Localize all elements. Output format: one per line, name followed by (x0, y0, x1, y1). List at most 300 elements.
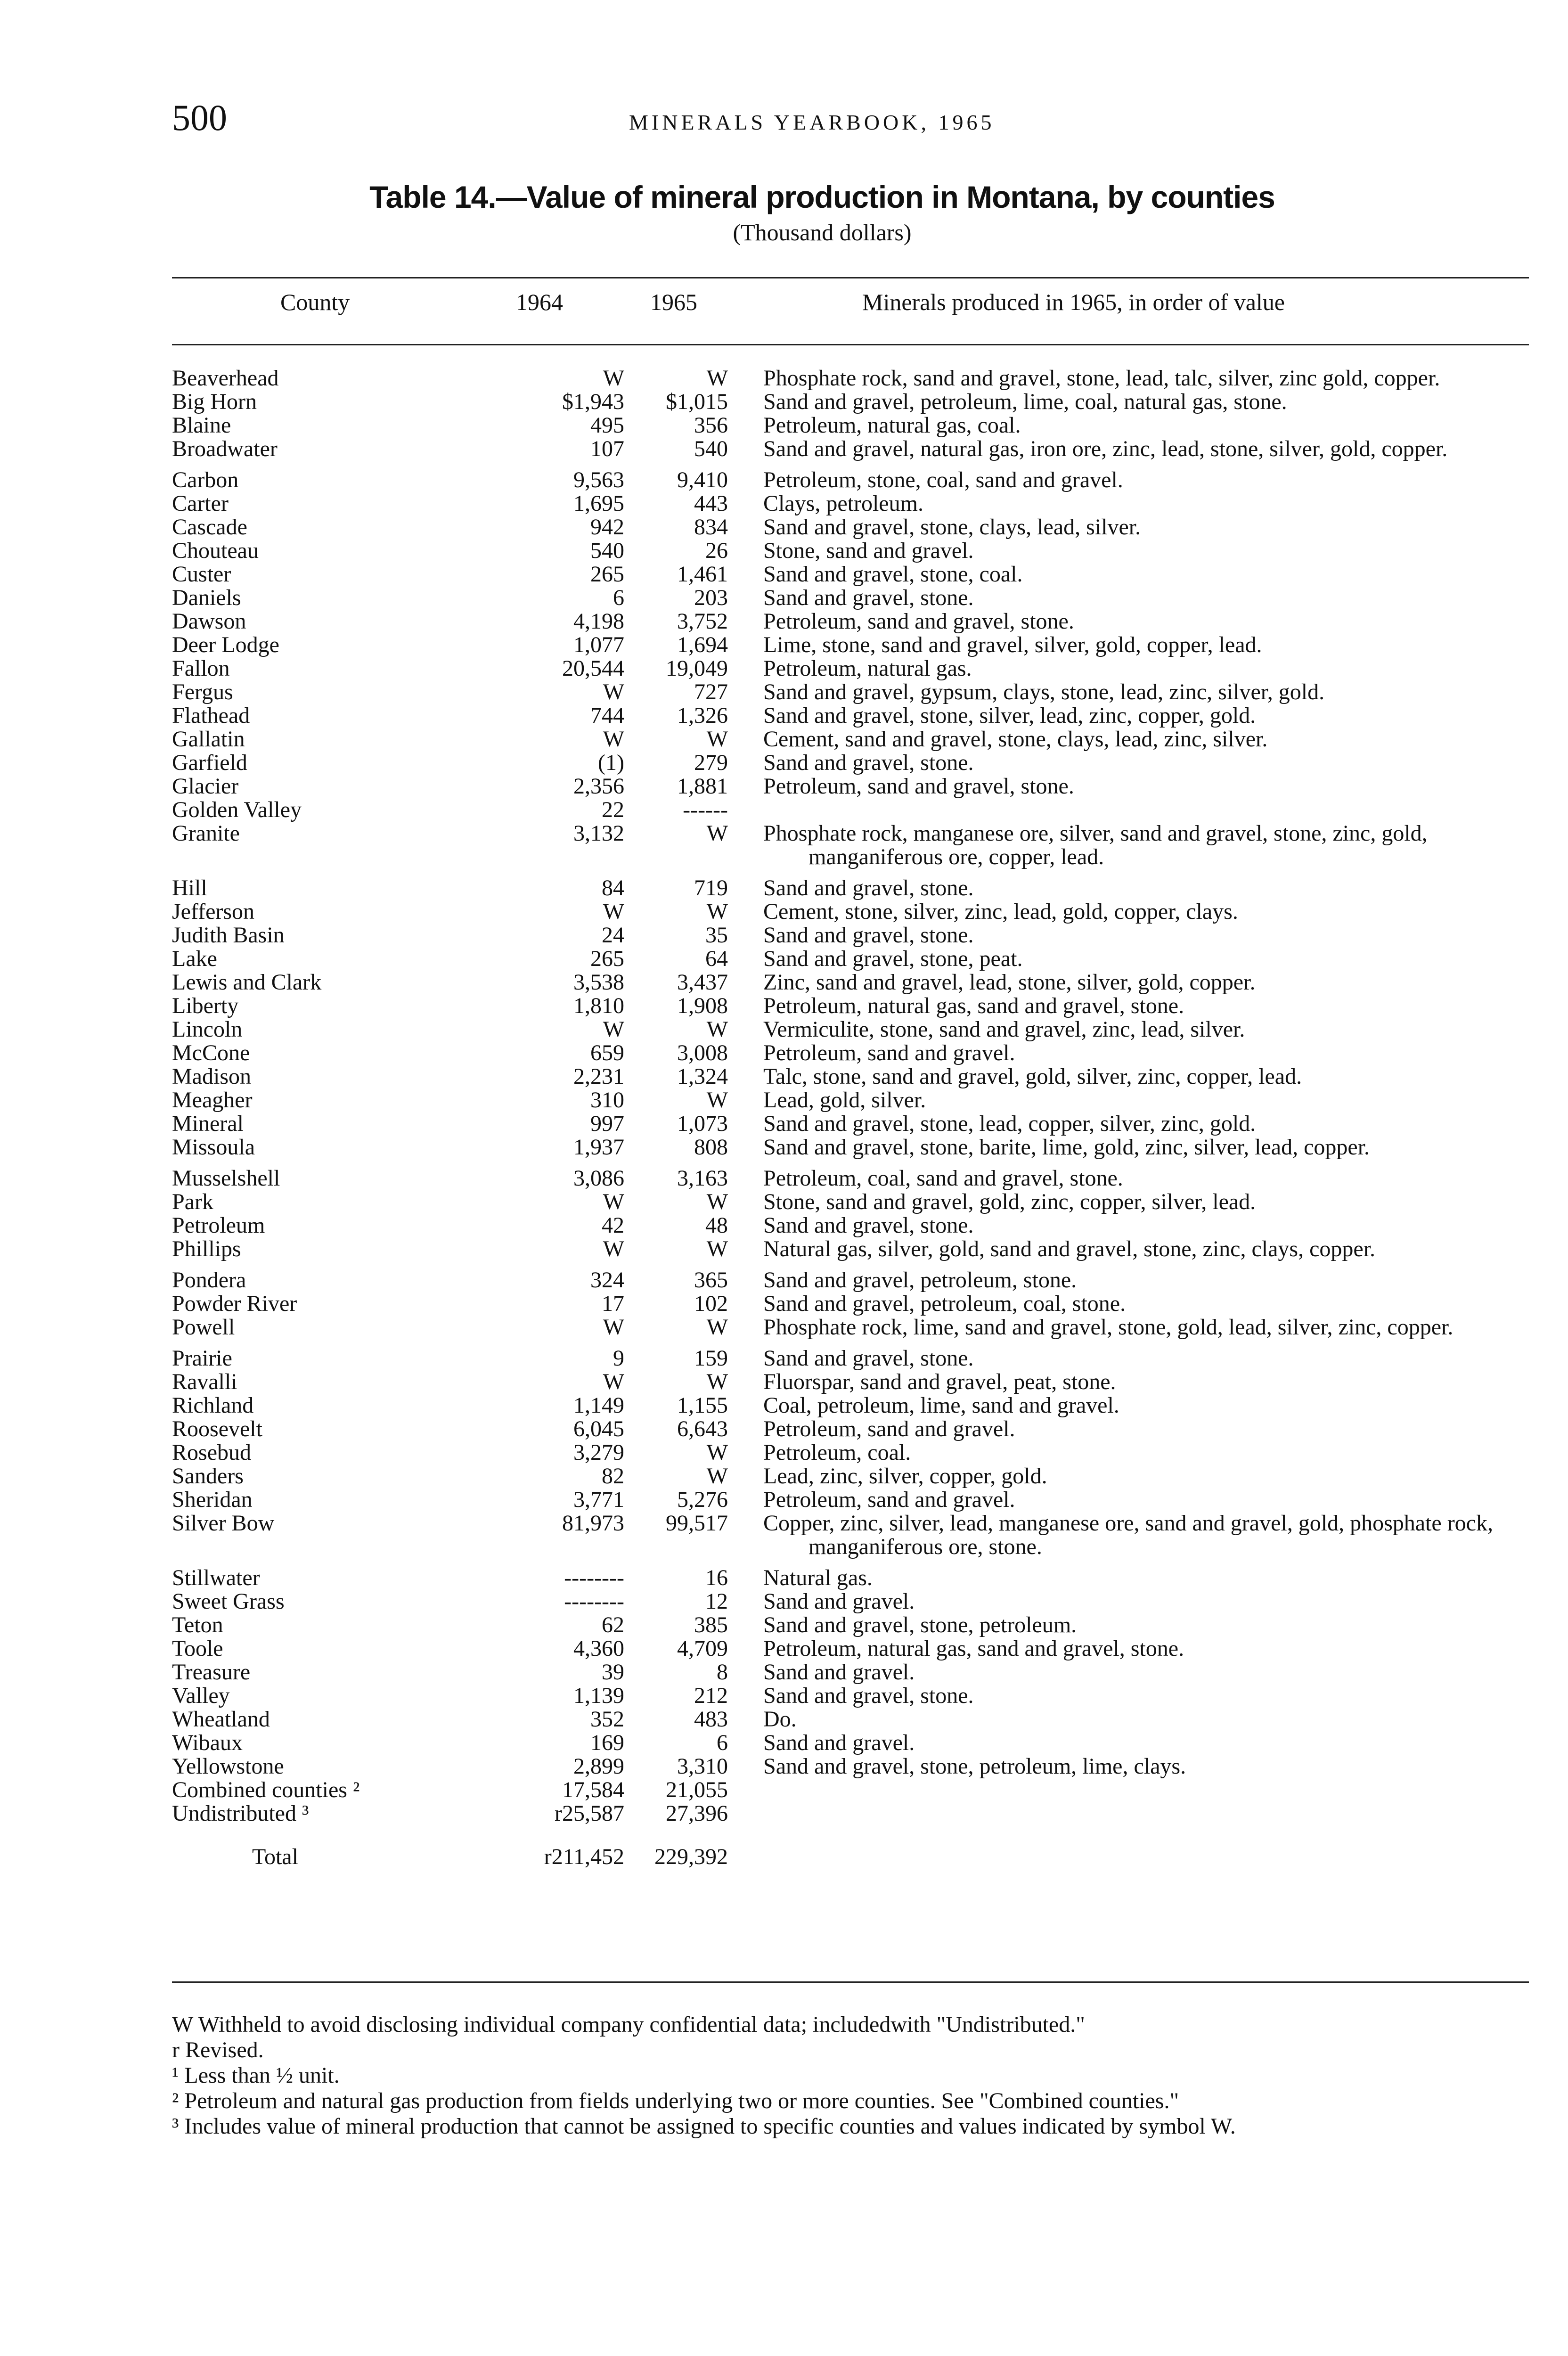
minerals-produced: Lead, zinc, silver, copper, gold. (763, 1464, 1047, 1489)
table-row (172, 1441, 1529, 1464)
value-1964: 22 (602, 797, 624, 822)
value-1964: 310 (590, 1088, 624, 1113)
county-cell (172, 1088, 474, 1112)
county-cell (172, 1018, 474, 1041)
county-name: Stillwater (172, 1566, 262, 1590)
table-row (172, 1190, 1529, 1214)
minerals-produced: Sand and gravel, stone. (763, 1346, 974, 1371)
county-name: Sheridan (172, 1488, 254, 1512)
county-name: Chouteau (172, 539, 261, 563)
county-name: Undistributed ³ (172, 1802, 310, 1825)
value-1964: 4,360 (573, 1636, 624, 1661)
value-1965: 4,709 (677, 1636, 728, 1661)
table-row (172, 1755, 1529, 1778)
table-row (172, 900, 1529, 924)
value-1965: 27,396 (666, 1801, 728, 1826)
county-name: Sweet Grass (172, 1590, 286, 1613)
value-1965: 21,055 (666, 1777, 728, 1802)
minerals-produced: Sand and gravel, stone, petroleum, lime, clays. (763, 1754, 1186, 1779)
value-1965: 1,326 (677, 703, 728, 728)
table-row (172, 728, 1529, 751)
table-row (172, 876, 1529, 900)
county-name: Phillips (172, 1237, 243, 1261)
value-1965: 159 (694, 1346, 728, 1371)
county-name: Musselshell (172, 1167, 282, 1190)
value-1964: 2,231 (573, 1064, 624, 1089)
county-cell (172, 1708, 474, 1731)
county-cell (172, 1590, 474, 1613)
minerals-produced: Lime, stone, sand and gravel, silver, gold, copper, lead. (763, 632, 1262, 657)
minerals-produced: Phosphate rock, sand and gravel, stone, lead, talc, silver, zinc gold, copper. (763, 366, 1440, 391)
minerals-produced: Petroleum, sand and gravel. (763, 1040, 1015, 1065)
minerals-produced: Petroleum, sand and gravel, stone. (763, 774, 1074, 799)
minerals-produced: Sand and gravel. (763, 1660, 915, 1685)
table-row (172, 1018, 1529, 1041)
minerals-produced: Zinc, sand and gravel, lead, stone, silver, gold, copper. (763, 970, 1256, 995)
value-1965: W (706, 1236, 728, 1261)
county-name: Hill (172, 876, 209, 900)
value-1965: 1,324 (677, 1064, 728, 1089)
footnotes (172, 2012, 1491, 2139)
value-1964: 17 (602, 1291, 624, 1316)
table-row (172, 1637, 1529, 1661)
county-cell (172, 1041, 474, 1065)
county-name: Lake (172, 947, 219, 971)
value-1965: 12 (705, 1589, 728, 1614)
minerals-produced: Sand and gravel, stone. (763, 923, 974, 948)
value-1964: 1,077 (573, 632, 624, 657)
county-name: Jefferson (172, 900, 256, 924)
minerals-produced: Do. (763, 1707, 797, 1732)
table-row (172, 1613, 1529, 1637)
value-1964: 39 (602, 1660, 624, 1685)
minerals-produced: Stone, sand and gravel, gold, zinc, copper, silver, lead. (763, 1189, 1256, 1214)
table-row (172, 822, 1529, 869)
minerals-produced: Sand and gravel, stone, clays, lead, silver. (763, 515, 1141, 540)
county-cell (172, 1441, 474, 1464)
table-row (172, 775, 1529, 798)
county-cell (172, 515, 474, 539)
county-cell (172, 1190, 474, 1214)
table-row (172, 1136, 1529, 1159)
value-1965: W (706, 1369, 728, 1394)
minerals-produced: Sand and gravel, stone, lead, copper, silver, zinc, gold. (763, 1111, 1256, 1136)
total-label: Total (252, 1845, 300, 1869)
county-cell (172, 1268, 474, 1292)
value-1965: 3,310 (677, 1754, 728, 1779)
county-cell (172, 1370, 474, 1394)
value-1964: 24 (602, 923, 624, 948)
minerals-produced: Petroleum, natural gas. (763, 656, 972, 681)
table-row (172, 539, 1529, 563)
county-name: Missoula (172, 1136, 257, 1159)
value-1965: 64 (705, 946, 728, 971)
county-name: Lincoln (172, 1018, 244, 1041)
table-row (172, 657, 1529, 680)
table-row (172, 586, 1529, 610)
county-name: Carter (172, 492, 230, 515)
county-name: Mineral (172, 1112, 245, 1136)
value-1965: 8 (717, 1660, 728, 1685)
table-row (172, 515, 1529, 539)
value-1965: W (706, 1464, 728, 1489)
county-name: Big Horn (172, 390, 259, 414)
value-1965: 3,163 (677, 1166, 728, 1191)
table-row (172, 1417, 1529, 1441)
county-cell (172, 900, 474, 924)
county-cell (172, 1065, 474, 1088)
table-row (172, 1731, 1529, 1755)
value-1965: 19,049 (666, 656, 728, 681)
minerals-produced (763, 798, 1529, 822)
county-cell (172, 924, 474, 947)
table-row (172, 390, 1529, 414)
table-row (172, 1708, 1529, 1731)
county-cell (172, 468, 474, 492)
county-cell (172, 610, 474, 633)
minerals-produced: Copper, zinc, silver, lead, manganese ore, sand and gravel, gold, phosphate rock, manganiferous ore, stone. (763, 1511, 1493, 1559)
minerals-produced: Sand and gravel. (763, 1730, 915, 1755)
table-row (172, 1590, 1529, 1613)
county-cell (172, 1755, 474, 1778)
county-name: Valley (172, 1684, 232, 1708)
county-name: McCone (172, 1041, 252, 1065)
value-1964: 42 (602, 1213, 624, 1238)
value-1964: W (603, 679, 624, 704)
value-1964: 265 (590, 946, 624, 971)
county-cell (172, 1512, 474, 1535)
minerals-produced: Petroleum, coal. (763, 1440, 911, 1465)
value-1964: 20,544 (562, 656, 624, 681)
county-cell (172, 414, 474, 437)
county-name: Dawson (172, 610, 248, 633)
value-1965: 279 (694, 750, 728, 775)
county-name: Cascade (172, 515, 249, 539)
value-1964: 82 (602, 1464, 624, 1489)
value-1965: 1,881 (677, 774, 728, 799)
county-cell (172, 1417, 474, 1441)
minerals-produced: Sand and gravel, natural gas, iron ore, zinc, lead, stone, silver, gold, copper. (763, 436, 1448, 461)
value-1965: 16 (705, 1565, 728, 1590)
county-name: Meagher (172, 1088, 254, 1112)
table-row (172, 633, 1529, 657)
table-bottom-rule (172, 1981, 1529, 1983)
value-1964: W (603, 1369, 624, 1394)
value-1964: 1,937 (573, 1135, 624, 1160)
county-name: Teton (172, 1613, 225, 1637)
county-name: Richland (172, 1394, 255, 1417)
total-minerals-blank (763, 1845, 1529, 1869)
county-cell (172, 1464, 474, 1488)
table-row (172, 563, 1529, 586)
county-cell (172, 1136, 474, 1159)
county-cell (172, 1684, 474, 1708)
value-1964: 62 (602, 1612, 624, 1637)
minerals-produced: Lead, gold, silver. (763, 1088, 926, 1113)
minerals-produced: Sand and gravel, stone. (763, 585, 974, 610)
value-1965: 1,461 (677, 562, 728, 587)
value-1964: 942 (590, 515, 624, 540)
total-label-cell (172, 1845, 474, 1869)
minerals-produced: Sand and gravel, stone, peat. (763, 946, 1023, 971)
value-1964: 540 (590, 538, 624, 563)
value-1965: ------ (683, 797, 728, 822)
minerals-produced: Phosphate rock, manganese ore, silver, sand and gravel, stone, zinc, gold, manganiferous ore, copper, lead. (763, 821, 1428, 869)
table-row (172, 492, 1529, 515)
county-cell (172, 1167, 474, 1190)
table-row (172, 414, 1529, 437)
value-1964: 3,771 (573, 1487, 624, 1512)
footnote: ³ Includes value of mineral production that cannot be assigned to specific counties and values indicated by symbol W. (172, 2114, 1236, 2139)
table-row (172, 1167, 1529, 1190)
county-cell (172, 1637, 474, 1661)
value-1964: 3,279 (573, 1440, 624, 1465)
value-1965: 99,517 (666, 1511, 728, 1536)
table-body (172, 367, 1529, 1869)
table-title: Table 14.—Value of mineral production in Montana, by counties (369, 180, 1275, 214)
value-1965: 3,752 (677, 609, 728, 634)
county-name: Petroleum (172, 1214, 267, 1237)
county-cell (172, 586, 474, 610)
minerals-produced: Sand and gravel, petroleum, stone. (763, 1268, 1077, 1293)
minerals-produced: Cement, sand and gravel, stone, clays, lead, zinc, silver. (763, 727, 1268, 752)
county-name: Flathead (172, 704, 252, 728)
value-1965: 35 (705, 923, 728, 948)
running-head (172, 97, 1491, 139)
table-row (172, 468, 1529, 492)
value-1965: 3,008 (677, 1040, 728, 1065)
value-1965: 365 (694, 1268, 728, 1293)
page-number: 500 (172, 97, 227, 138)
county-name: Fallon (172, 657, 232, 680)
county-cell (172, 390, 474, 414)
table-row (172, 367, 1529, 390)
value-1964: 169 (590, 1730, 624, 1755)
county-cell (172, 1566, 474, 1590)
county-name: Lewis and Clark (172, 971, 323, 994)
minerals-produced: Natural gas. (763, 1565, 873, 1590)
value-1965: 483 (694, 1707, 728, 1732)
table-row (172, 971, 1529, 994)
county-cell (172, 1214, 474, 1237)
value-1964: -------- (564, 1589, 624, 1614)
running-title: MINERALS YEARBOOK, 1965 (629, 110, 995, 134)
table-row (172, 1088, 1529, 1112)
county-name: Ravalli (172, 1370, 239, 1394)
total-1964: r211,452 (544, 1844, 624, 1869)
county-cell (172, 1394, 474, 1417)
table-row (172, 1065, 1529, 1088)
county-name: Pondera (172, 1268, 248, 1292)
value-1964: 2,899 (573, 1754, 624, 1779)
county-name: Deer Lodge (172, 633, 281, 657)
minerals-produced: Cement, stone, silver, zinc, lead, gold, copper, clays. (763, 899, 1238, 924)
table-row (172, 437, 1529, 461)
county-name: Prairie (172, 1347, 234, 1370)
minerals-produced: Vermiculite, stone, sand and gravel, zinc, lead, silver. (763, 1017, 1245, 1042)
table-row (172, 1394, 1529, 1417)
value-1965: W (706, 821, 728, 846)
county-name: Fergus (172, 680, 235, 704)
county-cell (172, 1661, 474, 1684)
value-1964: $1,943 (562, 389, 624, 414)
table-row (172, 994, 1529, 1018)
county-name: Custer (172, 563, 233, 586)
header-minerals: Minerals produced in 1965, in order of value (862, 289, 1285, 315)
value-1965: 6 (717, 1730, 728, 1755)
table-row (172, 1316, 1529, 1339)
minerals-produced: Sand and gravel, stone. (763, 1213, 974, 1238)
table-row (172, 704, 1529, 728)
county-cell (172, 1237, 474, 1261)
county-name: Judith Basin (172, 924, 286, 947)
minerals-produced: Sand and gravel, stone. (763, 1683, 974, 1708)
value-1964: 9 (613, 1346, 624, 1371)
county-cell (172, 994, 474, 1018)
value-1964: W (603, 1189, 624, 1214)
value-1964: 107 (590, 436, 624, 461)
value-1964: 2,356 (573, 774, 624, 799)
value-1964: 744 (590, 703, 624, 728)
county-name: Golden Valley (172, 798, 303, 822)
minerals-produced: Petroleum, natural gas, sand and gravel, stone. (763, 993, 1184, 1018)
county-cell (172, 971, 474, 994)
minerals-produced: Petroleum, natural gas, sand and gravel, stone. (763, 1636, 1184, 1661)
value-1965: $1,015 (666, 389, 728, 414)
county-name: Sanders (172, 1464, 245, 1488)
value-1965: 540 (694, 436, 728, 461)
table-row (172, 680, 1529, 704)
minerals-produced: Sand and gravel, petroleum, coal, stone. (763, 1291, 1126, 1316)
minerals-produced: Sand and gravel. (763, 1589, 915, 1614)
minerals-produced: Stone, sand and gravel. (763, 538, 974, 563)
value-1964: W (603, 1315, 624, 1340)
value-1964: W (603, 1236, 624, 1261)
table-row (172, 1237, 1529, 1261)
table-row (172, 1566, 1529, 1590)
minerals-produced: Natural gas, silver, gold, sand and gravel, stone, zinc, clays, copper. (763, 1236, 1376, 1261)
county-name: Broadwater (172, 437, 279, 461)
table-row (172, 1464, 1529, 1488)
minerals-produced: Clays, petroleum. (763, 491, 923, 516)
table-header (172, 288, 1529, 326)
county-cell (172, 751, 474, 775)
minerals-produced: Phosphate rock, lime, sand and gravel, stone, gold, lead, silver, zinc, copper. (763, 1315, 1454, 1340)
value-1965: 356 (694, 413, 728, 438)
table-row (172, 1268, 1529, 1292)
table-row (172, 751, 1529, 775)
minerals-produced: Coal, petroleum, lime, sand and gravel. (763, 1393, 1119, 1418)
county-cell (172, 633, 474, 657)
table-row (172, 947, 1529, 971)
value-1964: 1,139 (573, 1683, 624, 1708)
header-bottom-rule (172, 344, 1529, 345)
table-row (172, 1684, 1529, 1708)
county-cell (172, 1316, 474, 1339)
value-1965: 1,908 (677, 993, 728, 1018)
value-1965: 1,073 (677, 1111, 728, 1136)
county-name: Liberty (172, 994, 240, 1018)
total-row (172, 1845, 1529, 1869)
county-name: Wibaux (172, 1731, 245, 1755)
county-cell (172, 1347, 474, 1370)
minerals-produced (763, 1778, 1529, 1802)
minerals-produced: Petroleum, coal, sand and gravel, stone. (763, 1166, 1123, 1191)
county-name: Roosevelt (172, 1417, 264, 1441)
value-1965: 1,694 (677, 632, 728, 657)
value-1964: 81,973 (562, 1511, 624, 1536)
value-1965: 26 (705, 538, 728, 563)
county-name: Park (172, 1190, 215, 1214)
county-cell (172, 1613, 474, 1637)
minerals-produced: Talc, stone, sand and gravel, gold, silver, zinc, copper, lead. (763, 1064, 1302, 1089)
header-1964: 1964 (516, 289, 563, 315)
value-1965: 212 (694, 1683, 728, 1708)
county-name: Toole (172, 1637, 225, 1661)
value-1964: W (603, 1017, 624, 1042)
county-name: Silver Bow (172, 1512, 276, 1535)
minerals-produced: Petroleum, natural gas, coal. (763, 413, 1021, 438)
table-row (172, 1214, 1529, 1237)
table-row (172, 1041, 1529, 1065)
county-name: Garfield (172, 751, 249, 775)
value-1964: 17,584 (562, 1777, 624, 1802)
value-1965: W (706, 727, 728, 752)
county-cell (172, 876, 474, 900)
header-county: County (280, 289, 350, 315)
header-1965: 1965 (650, 289, 697, 315)
value-1964: W (603, 366, 624, 391)
table-row (172, 1370, 1529, 1394)
table-subtitle: (Thousand dollars) (733, 219, 912, 245)
county-cell (172, 1488, 474, 1512)
footnote: ¹ Less than ½ unit. (172, 2063, 340, 2088)
value-1965: W (706, 1315, 728, 1340)
value-1965: 443 (694, 491, 728, 516)
value-1964: 352 (590, 1707, 624, 1732)
county-cell (172, 1731, 474, 1755)
value-1965: 203 (694, 585, 728, 610)
value-1964: 1,695 (573, 491, 624, 516)
county-cell (172, 1292, 474, 1316)
county-cell (172, 657, 474, 680)
county-cell (172, 492, 474, 515)
county-name: Carbon (172, 468, 240, 492)
value-1965: 727 (694, 679, 728, 704)
value-1964: r25,587 (555, 1801, 624, 1826)
value-1964: 1,149 (573, 1393, 624, 1418)
value-1965: 808 (694, 1135, 728, 1160)
header-top-rule (172, 277, 1529, 278)
minerals-produced: Sand and gravel, stone. (763, 875, 974, 900)
county-cell (172, 563, 474, 586)
value-1965: 3,437 (677, 970, 728, 995)
table-title-block (172, 179, 1472, 246)
table-row (172, 798, 1529, 822)
minerals-produced: Sand and gravel, stone. (763, 750, 974, 775)
value-1965: 5,276 (677, 1487, 728, 1512)
value-1964: (1) (598, 750, 624, 775)
value-1965: 9,410 (677, 467, 728, 492)
county-name: Blaine (172, 414, 233, 437)
footnote: r Revised. (172, 2037, 264, 2062)
county-name: Powder River (172, 1292, 299, 1316)
value-1965: W (706, 1440, 728, 1465)
value-1965: 719 (694, 875, 728, 900)
county-cell (172, 1802, 474, 1825)
value-1965: W (706, 899, 728, 924)
county-name: Madison (172, 1065, 253, 1088)
